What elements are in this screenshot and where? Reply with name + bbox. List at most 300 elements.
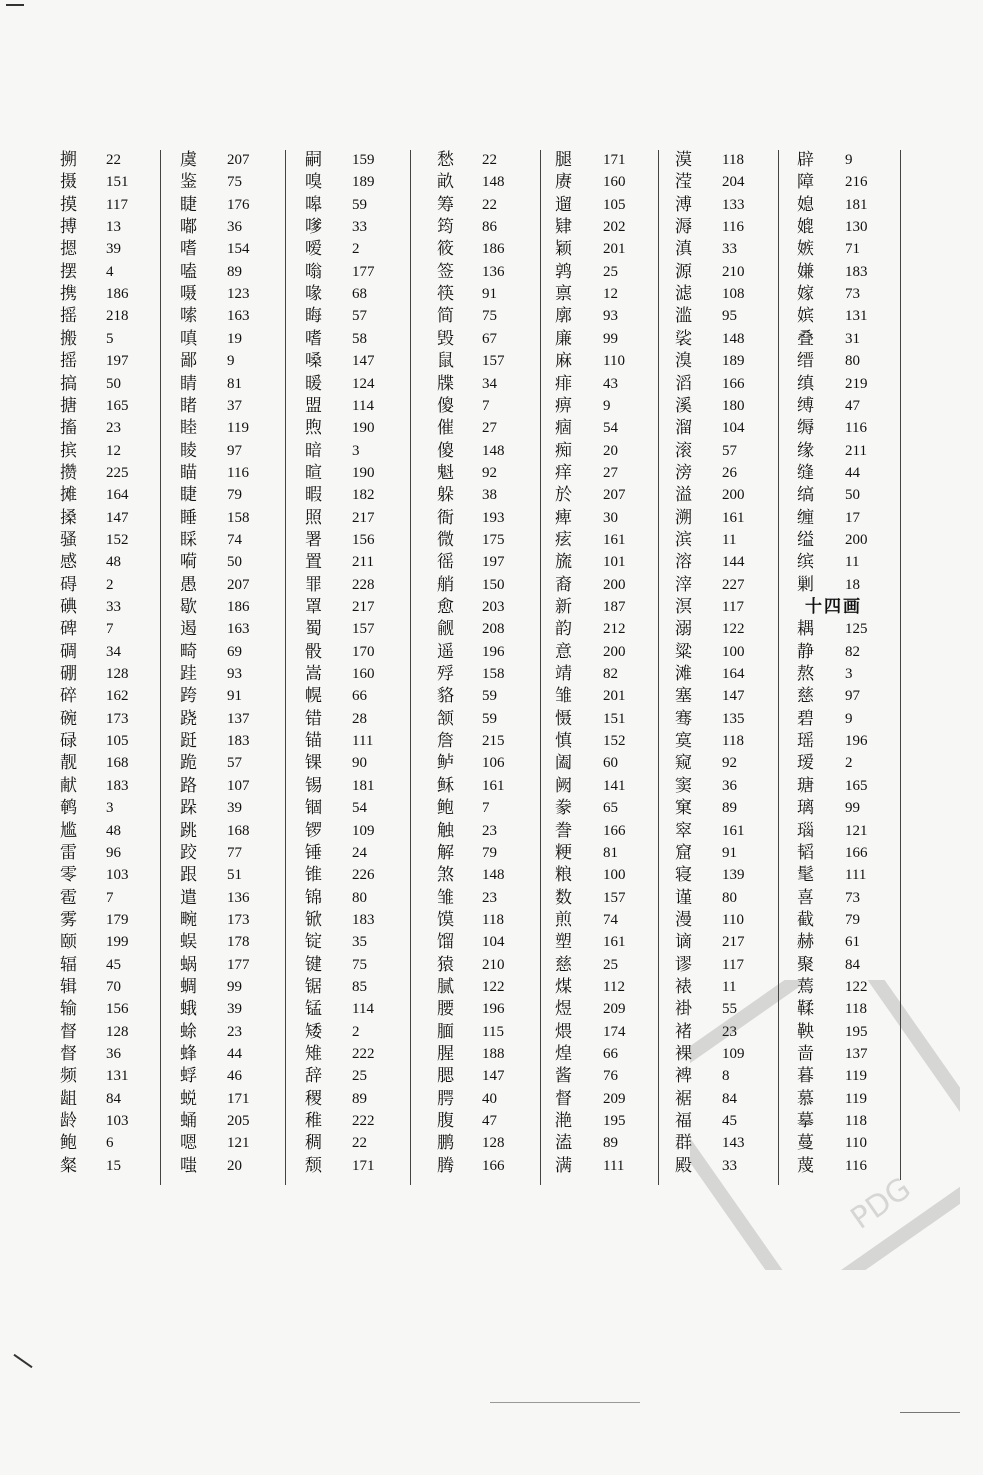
entry-page-number: 110	[845, 1135, 867, 1152]
entry-character: 鹏	[437, 1133, 454, 1154]
entry-page-number: 54	[352, 800, 367, 817]
index-entry	[797, 374, 947, 396]
entry-page-number: 31	[845, 330, 860, 347]
entry-page-number: 186	[106, 286, 129, 303]
entry-page-number: 3	[352, 442, 360, 459]
entry-character: 貉	[437, 686, 454, 707]
entry-page-number: 50	[227, 554, 242, 571]
entry-page-number: 186	[482, 241, 505, 258]
entry-character: 键	[305, 954, 322, 975]
entry-page-number: 28	[352, 710, 367, 727]
entry-page-number: 80	[722, 889, 737, 906]
entry-character: 滥	[675, 306, 692, 327]
entry-page-number: 43	[603, 375, 618, 392]
index-entry	[305, 999, 455, 1021]
index-entry	[797, 1066, 947, 1088]
index-entry	[305, 172, 455, 194]
entry-page-number: 75	[227, 174, 242, 191]
column-divider	[540, 150, 541, 1185]
index-entry	[797, 575, 947, 597]
entry-page-number: 84	[845, 956, 860, 973]
entry-page-number: 207	[227, 576, 250, 593]
entry-page-number: 110	[603, 353, 625, 370]
entry-page-number: 178	[227, 934, 250, 951]
entry-character: 蜂	[180, 1044, 197, 1064]
entry-page-number: 23	[227, 1023, 242, 1040]
index-entry	[797, 172, 947, 194]
entry-character: 滢	[675, 172, 692, 193]
entry-character: 碉	[60, 641, 77, 662]
entry-page-number: 130	[845, 219, 868, 236]
entry-character: 搞	[60, 373, 77, 394]
entry-page-number: 215	[482, 733, 505, 750]
entry-character: 鲍	[60, 1133, 77, 1154]
entry-character: 辞	[305, 1066, 322, 1087]
entry-character: 零	[60, 865, 77, 886]
entry-character: 溺	[675, 619, 692, 640]
entry-character: 牒	[437, 373, 454, 394]
entry-character: 雏	[437, 887, 454, 908]
entry-page-number: 161	[603, 934, 626, 951]
entry-page-number: 47	[845, 397, 860, 414]
entry-character: 颔	[437, 708, 454, 729]
entry-character: 摸	[60, 194, 77, 215]
entry-page-number: 228	[352, 576, 375, 593]
entry-character: 跪	[180, 753, 197, 774]
entry-character: 锢	[305, 798, 322, 819]
entry-character: 痴	[555, 440, 572, 461]
index-entry	[797, 709, 947, 731]
entry-page-number: 121	[845, 822, 868, 839]
entry-page-number: 200	[722, 487, 745, 504]
index-entry	[305, 1111, 455, 1133]
entry-character: 滨	[675, 529, 692, 550]
entry-page-number: 23	[482, 822, 497, 839]
entry-character: 搪	[60, 395, 77, 416]
entry-character: 魁	[437, 462, 454, 483]
entry-character: 溥	[675, 194, 692, 215]
entry-character: 鉴	[180, 172, 197, 193]
entry-character: 简	[437, 306, 454, 327]
entry-character: 嗣	[305, 150, 322, 170]
entry-character: 睖	[180, 440, 197, 461]
entry-page-number: 89	[227, 263, 242, 280]
entry-character: 粲	[60, 1155, 77, 1176]
index-entry	[305, 709, 455, 731]
entry-character: 摹	[797, 1111, 814, 1132]
entry-page-number: 227	[722, 576, 745, 593]
entry-page-number: 207	[603, 487, 626, 504]
index-entry	[305, 642, 455, 664]
entry-page-number: 5	[106, 330, 114, 347]
entry-page-number: 189	[352, 174, 375, 191]
entry-character: 裟	[675, 328, 692, 349]
entry-character: 溢	[675, 485, 692, 506]
entry-character: 耦	[797, 619, 814, 640]
entry-character: 腿	[555, 150, 572, 170]
entry-page-number: 219	[845, 375, 868, 392]
entry-page-number: 25	[352, 1068, 367, 1085]
entry-character: 跟	[180, 865, 197, 886]
index-entry	[797, 642, 947, 664]
entry-character: 韵	[555, 619, 572, 640]
entry-character: 搬	[60, 328, 77, 349]
column-divider	[285, 150, 286, 1185]
index-entry	[797, 1111, 947, 1133]
entry-character: 晦	[305, 306, 322, 327]
entry-character: 赓	[555, 172, 572, 193]
entry-page-number: 141	[603, 777, 626, 794]
index-entry	[797, 821, 947, 843]
entry-character: 赫	[797, 932, 814, 953]
entry-page-number: 196	[482, 1001, 505, 1018]
entry-page-number: 34	[482, 375, 497, 392]
index-entry	[305, 463, 455, 485]
entry-character: 啬	[797, 1044, 814, 1064]
index-entry	[797, 530, 947, 552]
entry-page-number: 197	[106, 353, 129, 370]
entry-page-number: 61	[845, 934, 860, 951]
entry-page-number: 89	[722, 800, 737, 817]
entry-page-number: 112	[603, 978, 625, 995]
entry-page-number: 115	[482, 1023, 504, 1040]
entry-page-number: 27	[603, 464, 618, 481]
entry-page-number: 186	[227, 599, 250, 615]
entry-character: 喜	[797, 887, 814, 908]
entry-character: 塞	[675, 686, 692, 707]
entry-character: 嫁	[797, 284, 814, 305]
entry-page-number: 160	[603, 174, 626, 191]
entry-page-number: 35	[352, 934, 367, 951]
entry-page-number: 40	[482, 1090, 497, 1107]
index-entry	[305, 329, 455, 351]
entry-character: 鞅	[797, 1021, 814, 1042]
index-entry	[797, 731, 947, 753]
entry-character: 滩	[675, 664, 692, 685]
entry-character: 歇	[180, 597, 197, 617]
entry-character: 鲈	[437, 753, 454, 774]
entry-page-number: 156	[106, 1001, 129, 1018]
corner-mark-top-left	[6, 4, 24, 6]
entry-page-number: 57	[227, 755, 242, 772]
entry-character: 雷	[60, 842, 77, 863]
entry-character: 鼠	[437, 351, 454, 372]
entry-page-number: 181	[845, 196, 868, 213]
index-entry	[797, 686, 947, 708]
index-entry	[305, 1156, 455, 1178]
entry-character: 锣	[305, 820, 322, 841]
entry-page-number: 92	[722, 755, 737, 772]
section-heading: 十四画	[805, 597, 862, 617]
entry-page-number: 22	[352, 1135, 367, 1152]
entry-page-number: 218	[106, 308, 129, 325]
entry-page-number: 11	[722, 978, 737, 995]
entry-character: 盟	[305, 395, 322, 416]
entry-page-number: 202	[603, 219, 626, 236]
entry-character: 滇	[675, 239, 692, 260]
index-entry	[797, 955, 947, 977]
entry-character: 跬	[180, 664, 197, 685]
index-entry	[797, 217, 947, 239]
entry-character: 溘	[555, 1133, 572, 1154]
entry-character: 搐	[60, 418, 77, 439]
entry-page-number: 93	[603, 308, 618, 325]
entry-character: 缛	[797, 418, 814, 439]
entry-page-number: 136	[482, 263, 505, 280]
entry-page-number: 82	[845, 643, 860, 660]
entry-page-number: 7	[106, 621, 114, 638]
entry-page-number: 210	[722, 263, 745, 280]
entry-page-number: 23	[482, 889, 497, 906]
index-entry	[797, 441, 947, 463]
entry-page-number: 226	[352, 867, 375, 884]
entry-character: 颖	[555, 239, 572, 260]
entry-page-number: 139	[722, 867, 745, 884]
entry-page-number: 37	[227, 397, 242, 414]
entry-character: 旒	[555, 552, 572, 573]
entry-page-number: 104	[482, 934, 505, 951]
entry-page-number: 128	[106, 1023, 129, 1040]
entry-character: 群	[675, 1133, 692, 1154]
index-entry	[797, 195, 947, 217]
entry-character: 馍	[437, 909, 454, 930]
entry-character: 锡	[305, 775, 322, 796]
entry-character: 裱	[675, 976, 692, 997]
entry-page-number: 34	[106, 643, 121, 660]
index-entry	[797, 1089, 947, 1111]
entry-character: 裸	[675, 1044, 692, 1064]
index-entry	[797, 329, 947, 351]
entry-character: 搠	[60, 150, 77, 170]
entry-page-number: 122	[722, 621, 745, 638]
entry-character: 煨	[555, 1021, 572, 1042]
entry-page-number: 217	[722, 934, 745, 951]
entry-character: 溜	[675, 418, 692, 439]
entry-character: 廓	[555, 306, 572, 327]
entry-character: 幌	[305, 686, 322, 707]
entry-character: 暇	[305, 485, 322, 506]
entry-page-number: 18	[845, 576, 860, 593]
entry-character: 辑	[60, 976, 77, 997]
entry-page-number: 39	[106, 241, 121, 258]
entry-character: 筹	[437, 194, 454, 215]
entry-page-number: 161	[722, 509, 745, 526]
entry-page-number: 168	[106, 755, 129, 772]
entry-page-number: 27	[482, 420, 497, 437]
index-entry	[797, 664, 947, 686]
entry-page-number: 100	[722, 643, 745, 660]
entry-page-number: 119	[845, 1090, 867, 1107]
entry-character: 嗥	[305, 194, 322, 215]
entry-character: 摇	[60, 306, 77, 327]
scan-line-bottom-1	[490, 1402, 640, 1403]
entry-page-number: 193	[482, 509, 505, 526]
entry-character: 缘	[797, 440, 814, 461]
entry-character: 滓	[675, 574, 692, 595]
entry-page-number: 74	[603, 911, 618, 928]
entry-page-number: 36	[722, 777, 737, 794]
entry-page-number: 103	[106, 1113, 129, 1130]
entry-character: 嗬	[180, 552, 197, 573]
entry-character: 矮	[305, 1021, 322, 1042]
entry-character: 熬	[797, 664, 814, 685]
entry-character: 剿	[797, 574, 814, 595]
entry-character: 嗤	[180, 1155, 197, 1176]
entry-page-number: 59	[352, 196, 367, 213]
entry-character: 溪	[675, 395, 692, 416]
entry-page-number: 47	[482, 1113, 497, 1130]
entry-character: 错	[305, 708, 322, 729]
entry-character: 嗜	[180, 239, 197, 260]
entry-page-number: 69	[227, 643, 242, 660]
entry-character: 阙	[555, 775, 572, 796]
index-entry	[305, 664, 455, 686]
entry-page-number: 82	[603, 666, 618, 683]
entry-page-number: 203	[482, 599, 505, 615]
index-entry	[305, 597, 455, 619]
entry-page-number: 157	[352, 621, 375, 638]
entry-character: 缜	[797, 373, 814, 394]
entry-page-number: 12	[603, 286, 618, 303]
entry-character: 痹	[555, 395, 572, 416]
entry-character: 嗔	[180, 328, 197, 349]
entry-page-number: 122	[482, 978, 505, 995]
entry-page-number: 106	[482, 755, 505, 772]
entry-page-number: 135	[722, 710, 745, 727]
entry-character: 数	[555, 887, 572, 908]
entry-page-number: 91	[482, 286, 497, 303]
entry-page-number: 201	[603, 688, 626, 705]
entry-page-number: 117	[106, 196, 128, 213]
entry-character: 锯	[305, 976, 322, 997]
index-entry	[305, 977, 455, 999]
entry-page-number: 33	[722, 241, 737, 258]
entry-character: 置	[305, 552, 322, 573]
index-entry	[797, 239, 947, 261]
entry-character: 滟	[555, 1111, 572, 1132]
index-entry	[797, 1156, 947, 1178]
entry-character: 遣	[180, 887, 197, 908]
entry-page-number: 97	[845, 688, 860, 705]
entry-page-number: 222	[352, 1046, 375, 1062]
entry-character: 跹	[180, 731, 197, 752]
index-entry	[797, 262, 947, 284]
entry-page-number: 187	[603, 599, 626, 615]
entry-page-number: 17	[845, 509, 860, 526]
entry-page-number: 209	[603, 1001, 626, 1018]
entry-page-number: 171	[352, 1157, 375, 1174]
entry-character: 跨	[180, 686, 197, 707]
index-entry	[305, 552, 455, 574]
entry-character: 碌	[60, 731, 77, 752]
entry-character: 蜈	[180, 932, 197, 953]
entry-character: 痒	[555, 462, 572, 483]
entry-character: 慑	[555, 708, 572, 729]
entry-character: 詹	[437, 731, 454, 752]
entry-page-number: 137	[845, 1046, 868, 1062]
entry-character: 愈	[437, 597, 454, 617]
entry-character: 督	[60, 1044, 77, 1064]
entry-page-number: 30	[603, 509, 618, 526]
entry-character: 睫	[180, 485, 197, 506]
entry-page-number: 225	[106, 464, 129, 481]
index-entry	[305, 821, 455, 843]
entry-page-number: 99	[845, 800, 860, 817]
entry-page-number: 161	[482, 777, 505, 794]
entry-character: 嗜	[305, 328, 322, 349]
entry-page-number: 90	[352, 755, 367, 772]
entry-page-number: 81	[227, 375, 242, 392]
entry-character: 裾	[675, 1088, 692, 1109]
entry-page-number: 189	[722, 353, 745, 370]
entry-page-number: 183	[227, 733, 250, 750]
entry-page-number: 166	[722, 375, 745, 392]
entry-page-number: 111	[352, 733, 374, 750]
entry-page-number: 92	[482, 464, 497, 481]
entry-page-number: 60	[603, 755, 618, 772]
index-entry	[797, 1044, 947, 1066]
index-entry	[797, 619, 947, 641]
entry-page-number: 3	[106, 800, 114, 817]
entry-page-number: 50	[106, 375, 121, 392]
index-entry	[305, 686, 455, 708]
entry-character: 罪	[305, 574, 322, 595]
entry-page-number: 175	[482, 531, 505, 548]
entry-character: 喙	[305, 284, 322, 305]
entry-character: 筠	[437, 217, 454, 238]
entry-character: 搏	[60, 217, 77, 238]
entry-character: 蜕	[180, 1088, 197, 1109]
entry-page-number: 22	[106, 152, 121, 168]
entry-page-number: 36	[106, 1046, 121, 1062]
entry-page-number: 163	[227, 621, 250, 638]
index-entry	[797, 999, 947, 1021]
entry-page-number: 73	[845, 286, 860, 303]
entry-character: 源	[675, 261, 692, 282]
entry-character: 塑	[555, 932, 572, 953]
index-entry	[797, 865, 947, 887]
entry-character: 福	[675, 1111, 692, 1132]
entry-page-number: 75	[482, 308, 497, 325]
entry-character: 衙	[437, 507, 454, 528]
entry-page-number: 80	[845, 353, 860, 370]
index-entry	[797, 485, 947, 507]
entry-character: 摊	[60, 485, 77, 506]
entry-page-number: 190	[352, 420, 375, 437]
entry-character: 聚	[797, 954, 814, 975]
entry-character: 跺	[180, 798, 197, 819]
entry-character: 触	[437, 820, 454, 841]
entry-character: 腹	[437, 1111, 454, 1132]
entry-page-number: 103	[106, 867, 129, 884]
entry-character: 嗡	[305, 261, 322, 282]
entry-character: 嫌	[797, 261, 814, 282]
column-divider	[658, 150, 659, 1185]
entry-character: 督	[555, 1088, 572, 1109]
entry-character: 睛	[180, 373, 197, 394]
entry-character: 攒	[60, 462, 77, 483]
entry-character: 滂	[675, 462, 692, 483]
entry-page-number: 217	[352, 509, 375, 526]
entry-character: 滤	[675, 284, 692, 305]
entry-character: 鞣	[797, 999, 814, 1020]
index-entry	[797, 1133, 947, 1155]
entry-character: 缙	[797, 351, 814, 372]
entry-page-number: 152	[106, 531, 129, 548]
entry-character: 嗓	[305, 351, 322, 372]
entry-page-number: 200	[603, 643, 626, 660]
entry-character: 徭	[437, 552, 454, 573]
